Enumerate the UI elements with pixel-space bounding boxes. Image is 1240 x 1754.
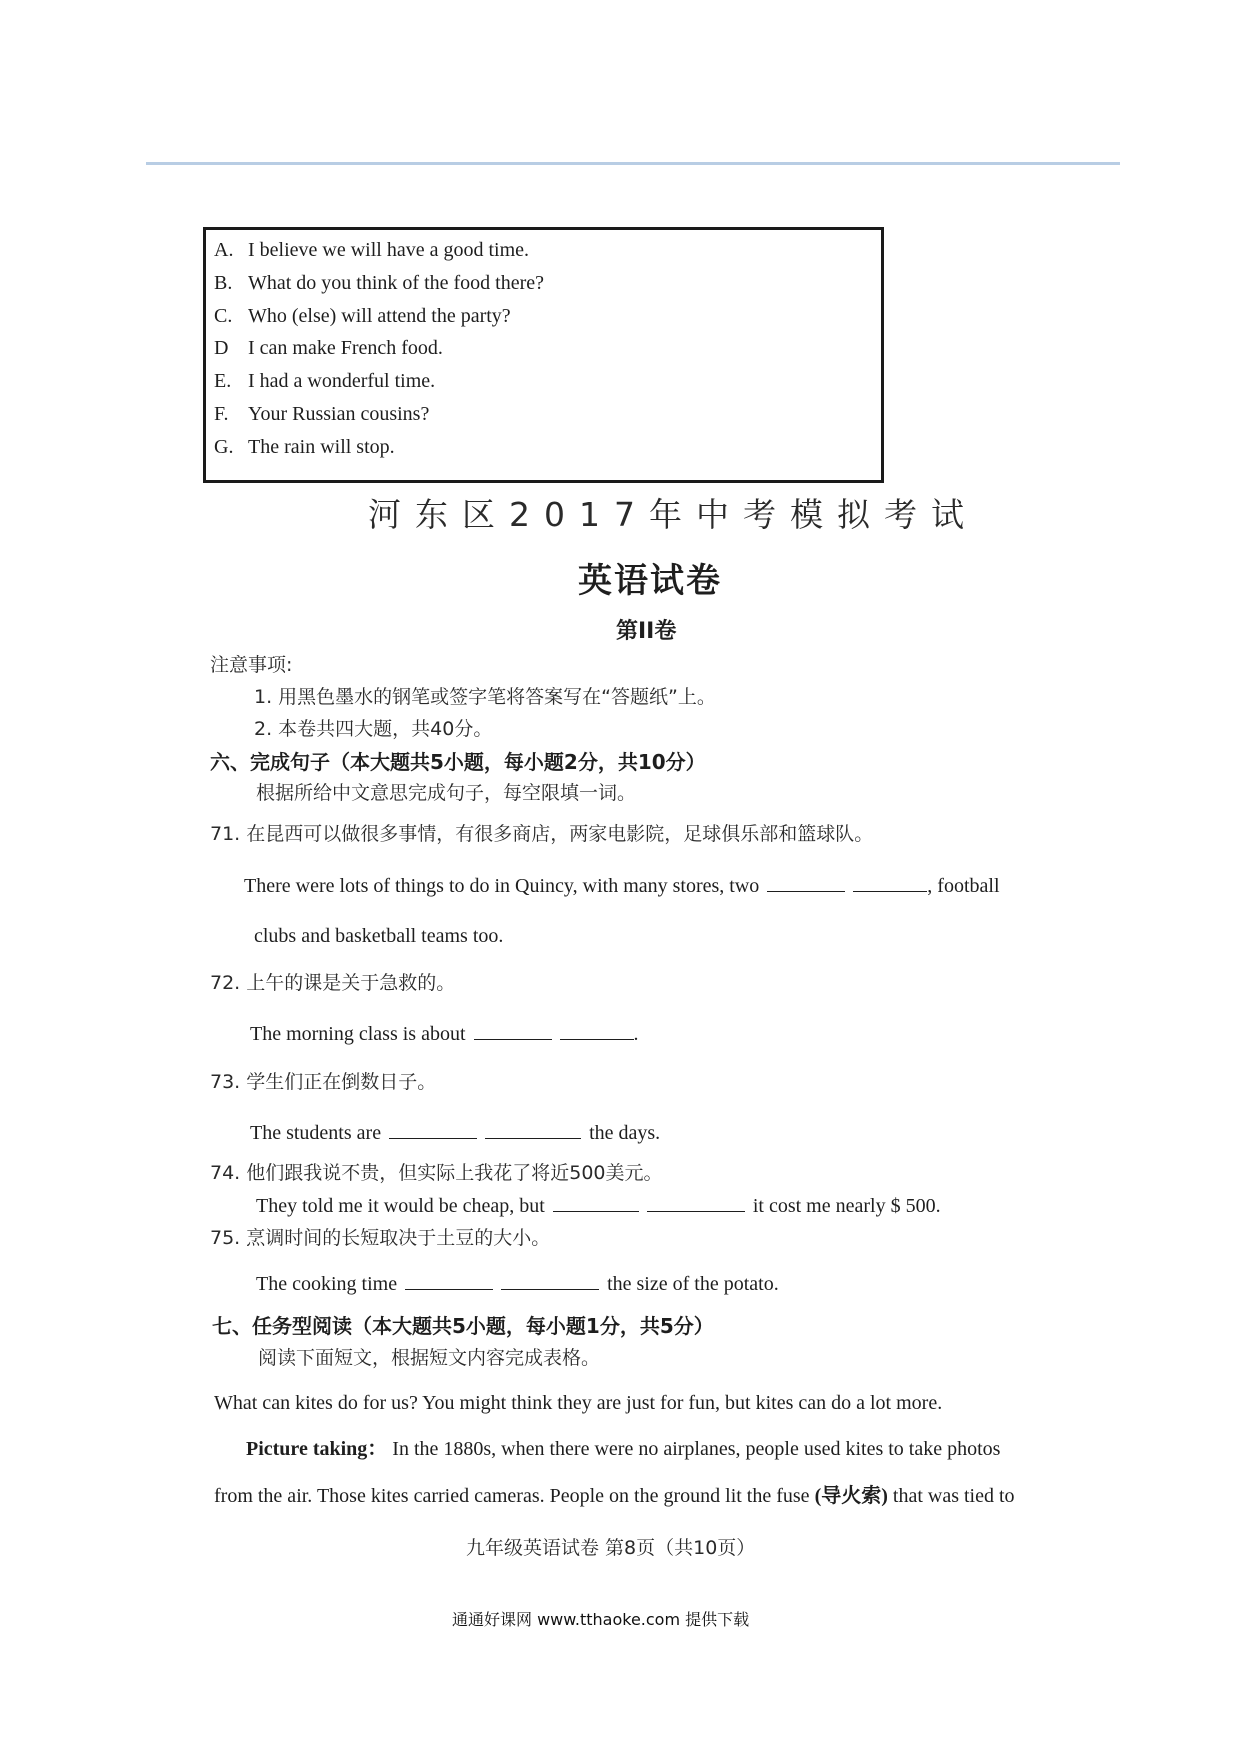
option-text: I had a wonderful time. <box>248 370 436 392</box>
option-text: Who (else) will attend the party? <box>248 305 511 327</box>
page-number-footer: 九年级英语试卷 第8页（共10页） <box>466 1537 756 1559</box>
answer-blank <box>647 1195 745 1212</box>
answer-blank <box>853 875 927 892</box>
question-73-chinese: 73. 学生们正在倒数日子。 <box>210 1071 437 1093</box>
sentence-text: the days. <box>589 1122 661 1144</box>
option-letter: D <box>214 337 229 359</box>
option-letter: F. <box>214 403 229 425</box>
paragraph-text: In the 1880s, when there were no airplanes, people used kites to take photos <box>392 1438 1001 1460</box>
option-text: Your Russian cousins? <box>248 403 430 425</box>
notes-item-1: 1. 用黑色墨水的钢笔或签字笔将答案写在“答题纸”上。 <box>254 686 716 708</box>
question-74-sentence <box>256 1194 941 1218</box>
question-73-sentence <box>250 1121 660 1145</box>
question-75-sentence <box>256 1272 779 1296</box>
option-letter: C. <box>214 305 233 327</box>
option-text: What do you think of the food there? <box>248 272 545 294</box>
option-letter: G. <box>214 436 234 458</box>
answer-blank <box>501 1273 599 1290</box>
option-text: I believe we will have a good time. <box>248 239 530 261</box>
answer-blank <box>405 1273 493 1290</box>
question-71-sentence <box>244 874 1000 898</box>
question-71-sentence-continued: clubs and basketball teams too. <box>254 925 504 947</box>
option-text: I can make French food. <box>248 337 443 359</box>
sentence-text: They told me it would be cheap, but <box>256 1195 545 1217</box>
fuse-gloss: (导火索) <box>814 1485 888 1507</box>
answer-blank <box>553 1195 639 1212</box>
section-7-heading: 七、任务型阅读（本大题共5小题，每小题1分，共5分） <box>212 1314 714 1338</box>
passage-paragraph-1-line-1 <box>246 1437 1000 1461</box>
option-b <box>214 271 544 295</box>
option-g <box>214 435 395 459</box>
exam-subtitle: 英语试卷 <box>578 561 722 601</box>
option-d <box>214 336 443 360</box>
passage-intro: What can kites do for us? You might think they are just for fun, but kites can do a lot more. <box>214 1392 943 1414</box>
volume-label: 第II卷 <box>616 619 677 644</box>
option-letter: B. <box>214 272 233 294</box>
section-6-instruction: 根据所给中文意思完成句子，每空限填一词。 <box>256 782 637 804</box>
exam-title: 河东区2017年中考模拟考试 <box>368 495 978 534</box>
sentence-text: . <box>633 1023 639 1045</box>
option-e <box>214 369 435 393</box>
paragraph-text: that was tied to <box>892 1485 1015 1507</box>
option-c <box>214 304 511 328</box>
paragraph-text: from the air. Those kites carried cameras. People on the ground lit the fuse <box>214 1485 810 1507</box>
sentence-text: The cooking time <box>256 1273 398 1295</box>
question-72-chinese: 72. 上午的课是关于急救的。 <box>210 972 456 994</box>
answer-options-box <box>203 227 884 483</box>
option-letter: E. <box>214 370 232 392</box>
section-7-instruction: 阅读下面短文，根据短文内容完成表格。 <box>258 1347 601 1369</box>
option-letter: A. <box>214 239 234 261</box>
sentence-text: , football <box>927 875 1000 897</box>
question-74-chinese: 74. 他们跟我说不贵，但实际上我花了将近500美元。 <box>210 1162 663 1184</box>
sentence-text: it cost me nearly $ 500. <box>752 1195 941 1217</box>
question-75-chinese: 75. 烹调时间的长短取决于土豆的大小。 <box>210 1227 551 1249</box>
answer-blank <box>485 1122 581 1139</box>
download-credit: 通通好课网 www.tthaoke.com 提供下载 <box>452 1610 750 1629</box>
sentence-text: The morning class is about <box>250 1023 466 1045</box>
header-divider <box>146 162 1120 165</box>
answer-blank <box>389 1122 477 1139</box>
notes-heading: 注意事项: <box>210 654 293 676</box>
option-a <box>214 238 529 262</box>
answer-blank <box>767 875 845 892</box>
sentence-text: There were lots of things to do in Quincy, with many stores, two <box>244 875 760 897</box>
sentence-text: The students are <box>250 1122 382 1144</box>
answer-blank <box>560 1023 634 1040</box>
paragraph-label: Picture taking： <box>246 1438 388 1460</box>
question-72-sentence <box>250 1022 639 1046</box>
section-6-heading: 六、完成句子（本大题共5小题，每小题2分，共10分） <box>210 750 706 774</box>
answer-blank <box>474 1023 552 1040</box>
notes-item-2: 2. 本卷共四大题，共40分。 <box>254 718 493 740</box>
question-71-chinese: 71. 在昆西可以做很多事情，有很多商店，两家电影院，足球俱乐部和篮球队。 <box>210 823 874 845</box>
option-f <box>214 402 429 426</box>
sentence-text: the size of the potato. <box>607 1273 779 1295</box>
passage-paragraph-1-line-2 <box>214 1484 1015 1508</box>
option-text: The rain will stop. <box>248 436 395 458</box>
